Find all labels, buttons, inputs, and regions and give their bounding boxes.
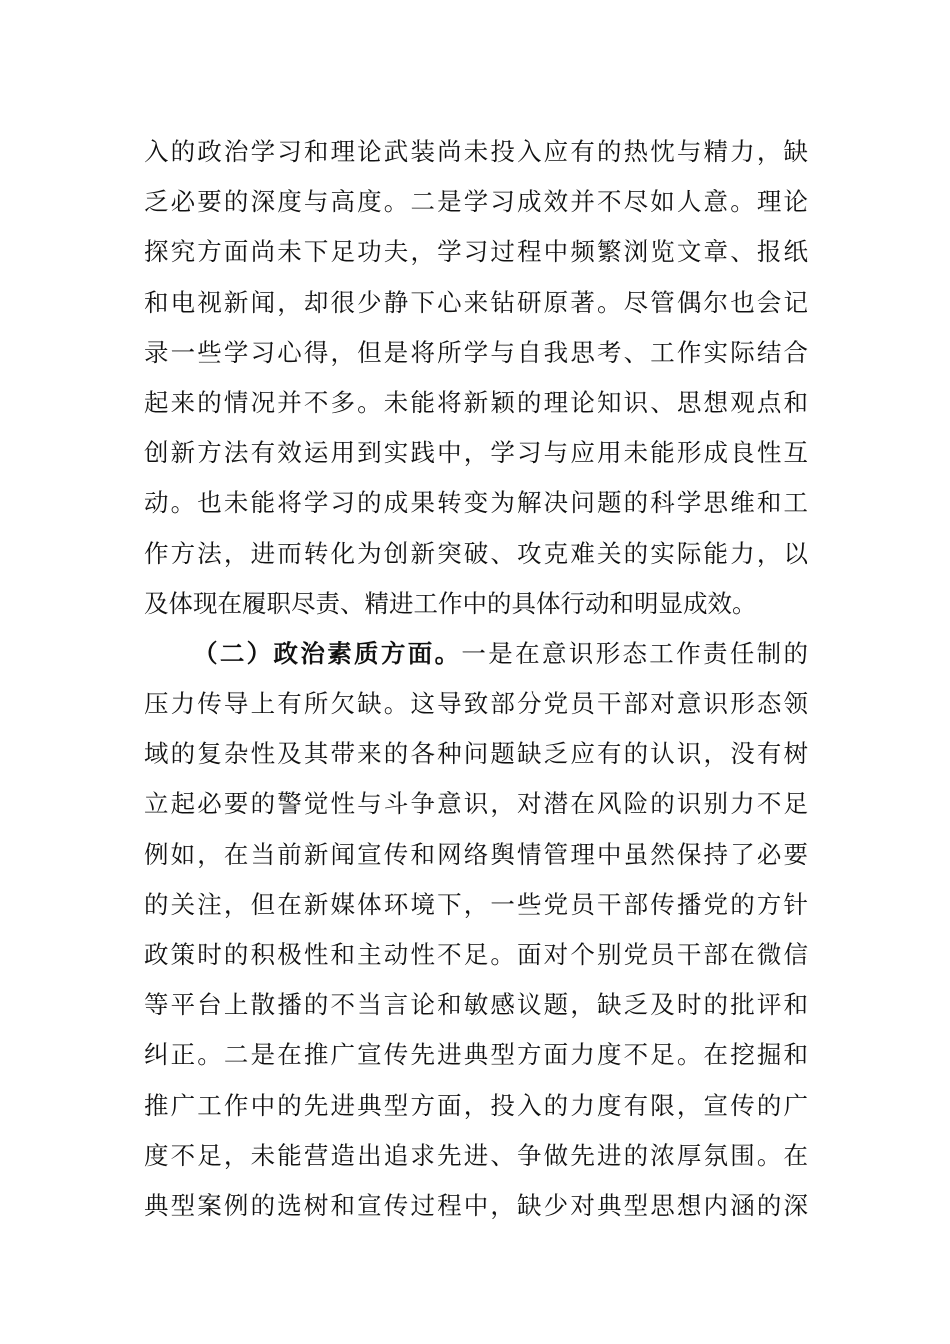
text-line: 探究方面尚未下足功夫，学习过程中频繁浏览文章、报纸 bbox=[144, 237, 808, 267]
text-line: 例如，在当前新闻宣传和网络舆情管理中虽然保持了必要 bbox=[144, 839, 808, 869]
text-line: 纠正。二是在推广宣传先进典型方面力度不足。在挖掘和 bbox=[144, 1040, 808, 1070]
text-line: 和电视新闻，却很少静下心来钻研原著。尽管偶尔也会记 bbox=[144, 287, 808, 317]
text-line: 动。也未能将学习的成果转变为解决问题的科学思维和工 bbox=[144, 488, 808, 518]
text-line: 等平台上散播的不当言论和敏感议题，缺乏及时的批评和 bbox=[144, 990, 808, 1020]
text-line: 域的复杂性及其带来的各种问题缺乏应有的认识，没有树 bbox=[144, 739, 808, 769]
text-line: 作方法，进而转化为创新突破、攻克难关的实际能力，以 bbox=[144, 538, 808, 568]
section-heading: （二）政治素质方面。 bbox=[193, 638, 462, 668]
section-first-line bbox=[144, 629, 808, 679]
body-text bbox=[144, 127, 808, 1231]
text-line: 政策时的积极性和主动性不足。面对个别党员干部在微信 bbox=[144, 940, 808, 969]
text-line: 典型案例的选树和宣传过程中，缺少对典型思想内涵的深 bbox=[144, 1190, 808, 1220]
text-line: 录一些学习心得，但是将所学与自我思考、工作实际结合 bbox=[144, 337, 808, 367]
text-line: 推广工作中的先进典型方面，投入的力度有限，宣传的广 bbox=[144, 1090, 808, 1120]
text-line: 立起必要的警觉性与斗争意识，对潜在风险的识别力不足 bbox=[144, 789, 808, 819]
text-line: 创新方法有效运用到实践中，学习与应用未能形成良性互 bbox=[144, 438, 808, 468]
text-line: 压力传导上有所欠缺。这导致部分党员干部对意识形态领 bbox=[144, 689, 808, 719]
text-line: 起来的情况并不多。未能将新颖的理论知识、思想观点和 bbox=[144, 387, 808, 417]
text-line: 的关注，但在新媒体环境下，一些党员干部传播党的方针 bbox=[144, 889, 808, 919]
text-line: 度不足，未能营造出追求先进、争做先进的浓厚氛围。在 bbox=[144, 1140, 808, 1170]
text-line: 入的政治学习和理论武装尚未投入应有的热忱与精力，缺 bbox=[144, 137, 808, 166]
section-first-line-text: 一是在意识形态工作责任制的 bbox=[461, 638, 809, 668]
text-line: 乏必要的深度与高度。二是学习成效并不尽如人意。理论 bbox=[144, 187, 808, 217]
paragraph-end-line: 及体现在履职尽责、精进工作中的具体行动和明显成效。 bbox=[144, 588, 757, 618]
